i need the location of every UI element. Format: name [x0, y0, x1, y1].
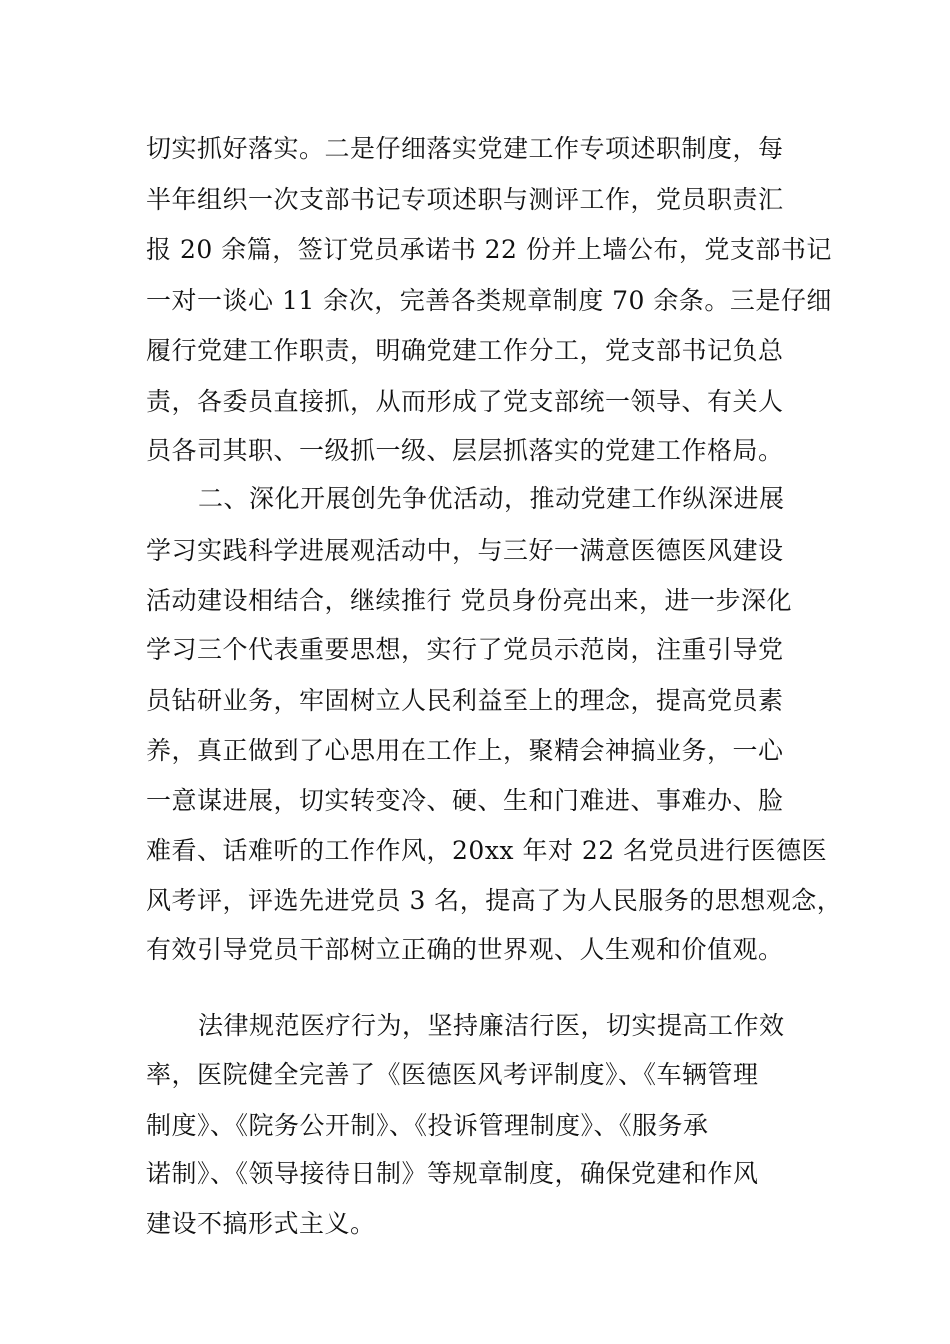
text-line: 活动建设相结合，继续推行 党员身份亮出来，进一步深化: [146, 586, 792, 615]
text-line: 有效引导党员干部树立正确的世界观、人生观和价值观。: [146, 935, 784, 964]
text-line: 员钻研业务，牢固树立人民利益至上的理念，提高党员素: [146, 686, 784, 715]
text-line: 学习三个代表重要思想，实行了党员示范岗，注重引导党: [146, 635, 784, 664]
text-line: 诺制》、《领导接待日制》等规章制度，确保党建和作风: [146, 1159, 759, 1188]
text-line: 员各司其职、一级抓一级、层层抓落实的党建工作格局。: [146, 436, 784, 465]
text-line: 建设不搞形式主义。: [146, 1209, 376, 1238]
text-line: 半年组织一次支部书记专项述职与测评工作，党员职责汇: [146, 185, 784, 214]
text-line: 制度》、《院务公开制》、《投诉管理制度》、《服务承: [146, 1111, 709, 1140]
text-line: 责，各委员直接抓，从而形成了党支部统一领导、有关人: [146, 387, 784, 416]
text-line: 一对一谈心 11 余次，完善各类规章制度 70 余条。三是仔细: [146, 286, 832, 315]
paragraph-first-line: 法律规范医疗行为，坚持廉洁行医，切实提高工作效: [198, 1011, 785, 1040]
text-line: 率，医院健全完善了《医德医风考评制度》、《车辆管理: [146, 1060, 759, 1089]
text-line: 风考评，评选先进党员 3 名，提高了为人民服务的思想观念，: [146, 886, 843, 915]
text-line: 难看、话难听的工作作风，20xx 年对 22 名党员进行医德医: [146, 836, 828, 865]
text-line: 一意谋进展，切实转变冷、硬、生和门难进、事难办、脸: [146, 786, 784, 815]
text-line: 学习实践科学进展观活动中，与三好一满意医德医风建设: [146, 536, 784, 565]
text-line: 报 20 余篇，签订党员承诺书 22 份并上墙公布，党支部书记: [146, 235, 832, 264]
section-heading: 二、深化开展创先争优活动，推动党建工作纵深进展: [198, 484, 785, 513]
text-line: 履行党建工作职责，明确党建工作分工，党支部书记负总: [146, 336, 784, 365]
text-line: 养，真正做到了心思用在工作上，聚精会神搞业务，一心: [146, 736, 784, 765]
text-line: 切实抓好落实。二是仔细落实党建工作专项述职制度，每: [146, 134, 784, 163]
